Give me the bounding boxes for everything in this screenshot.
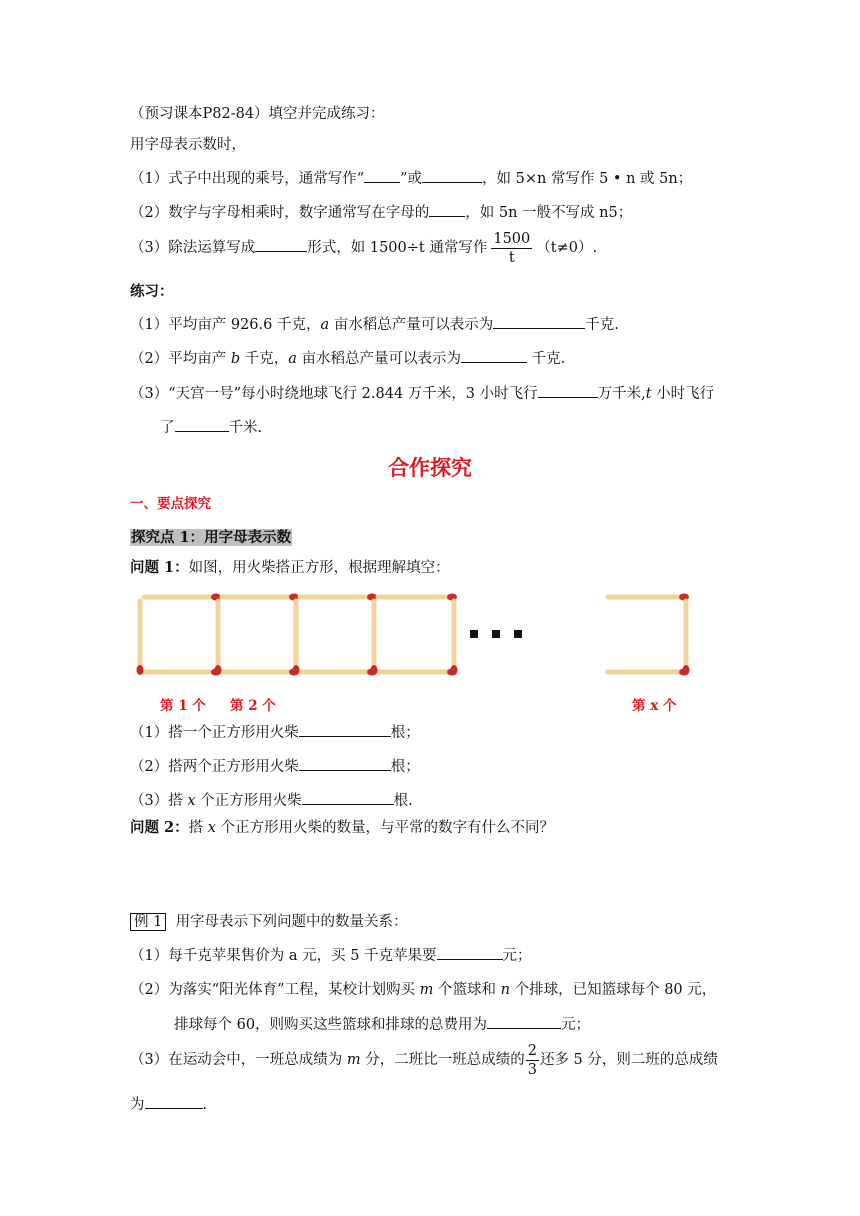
caption-first: 第 1 个 <box>160 698 206 714</box>
practice-item-1: （1）平均亩产 926.6 千克，a 亩水稻总产量可以表示为 千克. <box>130 314 619 335</box>
answer-blank[interactable] <box>429 202 465 217</box>
fraction: $\frac{2}{3}$ <box>527 1042 537 1078</box>
answer-blank[interactable] <box>145 1094 203 1109</box>
matchstick <box>300 669 377 676</box>
question-1: 问题 1：如图，用火柴搭正方形，根据理解填空： <box>130 559 450 576</box>
example-item-3: （3）在运动会中，一班总成绩为 m 分，二班比一班总成绩的 $\frac{2}{3}$ 还多 5 分，则二班的总成绩 <box>130 1042 718 1078</box>
answer-blank[interactable] <box>461 348 527 363</box>
preview-line0: 用字母表示数时， <box>130 137 246 153</box>
fraction: $\frac{1500}{t}$ <box>493 230 531 266</box>
fill-item-1: （1）搭一个正方形用火柴 根； <box>130 722 420 743</box>
preview-item-2: （2）数字与字母相乘时，数字通常写在字母的 ，如 5n 一般不写成 n5； <box>130 202 632 223</box>
matchstick <box>608 594 689 601</box>
answer-blank[interactable] <box>437 945 503 960</box>
matchstick <box>378 594 457 601</box>
answer-blank[interactable] <box>487 1014 561 1029</box>
matchstick <box>144 594 221 601</box>
matchstick <box>137 601 144 675</box>
example-1-intro: 例 1 用字母表示下列问题中的数量关系： <box>130 912 408 932</box>
matchstick <box>144 669 221 676</box>
matchstick <box>378 669 457 676</box>
fill-item-2: （2）搭两个正方形用火柴 根； <box>130 756 420 777</box>
section-title: 合作探究 <box>388 456 472 480</box>
example-item-2: （2）为落实“阳光体育”工程，某校计划购买 m 个篮球和 n 个排球，已知篮球每个 80 元， <box>130 982 717 998</box>
matchstick-figure <box>0 585 860 705</box>
preview-intro: （预习课本P82-84）填空并完成练习： <box>130 106 385 122</box>
answer-blank[interactable] <box>255 237 307 252</box>
ellipsis-dots <box>470 630 522 638</box>
answer-blank[interactable] <box>299 756 391 771</box>
answer-blank[interactable] <box>538 383 598 398</box>
matchstick <box>293 601 300 675</box>
answer-blank[interactable] <box>422 168 482 183</box>
matchstick <box>683 601 690 675</box>
explore-point-heading: 探究点 1：用字母表示数 <box>131 529 292 546</box>
fill-item-3: （3）搭 x 个正方形用火柴 根. <box>130 790 413 811</box>
example-item-1: （1）每千克苹果售价为 a 元，买 5 千克苹果要 元； <box>130 945 532 966</box>
answer-blank[interactable] <box>493 314 585 329</box>
answer-blank[interactable] <box>175 417 229 432</box>
part-heading: 一、要点探究 <box>130 496 211 512</box>
answer-blank[interactable] <box>302 790 394 805</box>
matchstick <box>300 594 377 601</box>
answer-blank[interactable] <box>299 722 391 737</box>
example-item-2-cont: 排球每个 60，则购买这些篮球和排球的总费用为 元； <box>174 1014 590 1035</box>
matchstick <box>215 601 222 675</box>
example-item-3-cont: 为 . <box>130 1094 207 1115</box>
practice-item-3: （3）“天宫一号”每小时绕地球飞行 2.844 万千米，3 小时飞行 万千米,t 小时飞行 <box>130 383 714 404</box>
matchstick <box>451 601 458 675</box>
caption-second: 第 2 个 <box>230 698 276 714</box>
practice-item-2: （2）平均亩产 b 千克，a 亩水稻总产量可以表示为 千克. <box>130 348 565 369</box>
answer-blank[interactable] <box>364 168 400 183</box>
example-tag: 例 1 <box>130 913 166 931</box>
question-2: 问题 2：搭 x 个正方形用火柴的数量，与平常的数字有什么不同？ <box>130 819 555 836</box>
matchstick <box>608 669 689 676</box>
matchstick <box>371 601 378 675</box>
practice-heading: 练习： <box>130 283 174 300</box>
practice-item-3-cont: 了 千米. <box>160 417 262 438</box>
matchstick <box>222 669 299 676</box>
caption-xth: 第 x 个 <box>632 698 677 714</box>
preview-item-3: （3）除法运算写成 形式，如 1500÷t 通常写作 $\frac{1500}{t}$ （t≠0）. <box>130 230 598 266</box>
preview-item-1: （1）式子中出现的乘号，通常写作“ ”或 ，如 5×n 常写作 5 • n 或 5n； <box>130 168 692 189</box>
matchstick <box>222 594 299 601</box>
